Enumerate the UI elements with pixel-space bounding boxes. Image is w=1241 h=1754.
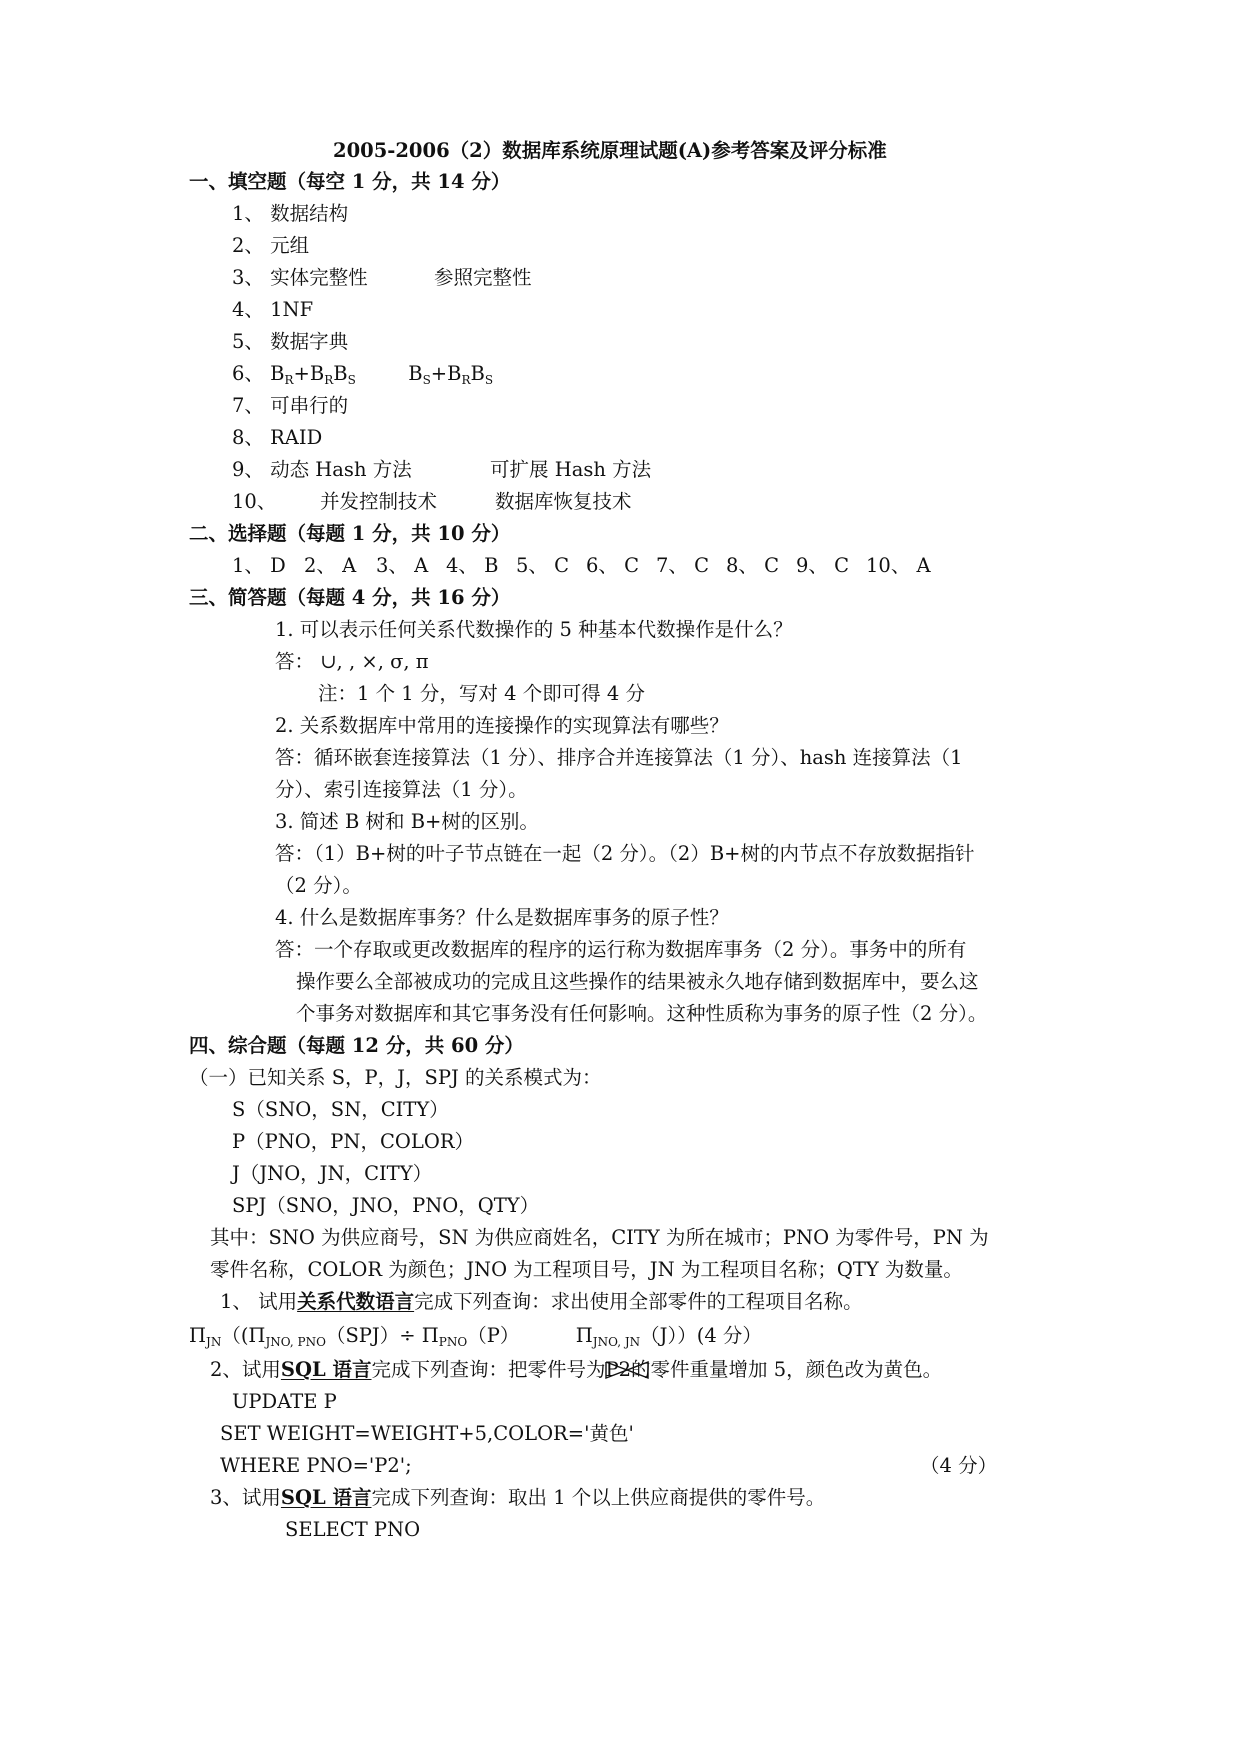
answer-3-4-line3: 个事务对数据库和其它事务没有任何影响。这种性质称为事务的原子性（2 分）。: [296, 1002, 988, 1025]
choice-answer: 2、 A: [304, 554, 357, 577]
section-heading-choice: 二、选择题（每题 1 分，共 10 分）: [189, 522, 511, 545]
answer-fill-3a: 3、 实体完整性: [232, 266, 368, 289]
question-4-2-prefix: 2、试用: [210, 1358, 281, 1381]
question-3-4: 4. 什么是数据库事务？什么是数据库事务的原子性？: [275, 906, 729, 929]
answer-fill-10a: 并发控制技术: [320, 490, 438, 513]
choice-answer: 5、 C: [516, 554, 570, 577]
relational-algebra-answer: $\Pi_{JN}((\Pi_{JNO, PNO}(SPJ)\div \Pi_{PNO}(P)$ $\Pi_{JNO, JN}(J))(4$ 分）: [189, 1324, 762, 1349]
answer-3-1-note: 注：1 个 1 分，写对 4 个即可得 4 分: [318, 682, 646, 705]
question-3-3: 3. 简述 B 树和 B+树的区别。: [275, 810, 539, 833]
schema-description-line2: 零件名称，COLOR 为颜色；JNO 为工程项目号，JN 为工程项目名称；QTY 为数量。: [210, 1258, 963, 1281]
question-4-1-text: 完成下列查询：求出使用全部零件的工程项目名称。: [414, 1290, 863, 1313]
section-heading-comprehensive: 四、综合题（每题 12 分，共 60 分）: [189, 1034, 524, 1057]
answer-fill-7: 7、 可串行的: [232, 394, 349, 417]
answer-fill-2: 2、 元组: [232, 234, 310, 257]
page-title: 2005-2006（2）数据库系统原理试题(A)参考答案及评分标准: [333, 139, 887, 162]
question-4-2-text-end: 的零件重量增加 5，颜色改为黄色。: [631, 1358, 943, 1381]
choice-answer: 7、 C: [656, 554, 710, 577]
answer-fill-10-number: 10、: [232, 490, 277, 513]
score-note: （4 分）: [920, 1454, 998, 1477]
question-3-2: 2. 关系数据库中常用的连接操作的实现算法有哪些？: [275, 714, 729, 737]
crossed-out-text: P2: [606, 1356, 632, 1384]
question-4-2-keyword: SQL 语言: [280, 1358, 372, 1381]
schema-s: S（SNO，SN，CITY）: [232, 1098, 449, 1121]
answer-3-2-line2: 分）、索引连接算法（1 分）。: [275, 778, 528, 801]
question-4-2-text: 完成下列查询：把零件号为: [371, 1358, 606, 1381]
answer-label: 答：: [275, 650, 315, 673]
question-4-1-keyword: 关系代数语言: [297, 1290, 415, 1313]
answer-3-2-line1: 答：循环嵌套连接算法（1 分）、排序合并连接算法（1 分）、hash 连接算法（1: [275, 746, 963, 769]
choice-answer: 1、 D: [232, 554, 286, 577]
question-4-3: [210, 1484, 825, 1512]
answer-3-3-line1: 答：（1）B+树的叶子节点链在一起（2 分）。（2）B+树的内节点不存放数据指针: [275, 842, 975, 865]
choice-answer: 8、 C: [726, 554, 780, 577]
answer-3-4-line2: 操作要么全部被成功的完成且这些操作的结果被永久地存储到数据库中，要么这: [296, 970, 979, 993]
choice-answer: 10、 A: [866, 554, 931, 577]
answer-fill-5: 5、 数据字典: [232, 330, 349, 353]
question-4-1-prefix: 1、 试用: [220, 1290, 298, 1313]
sql-where: WHERE PNO='P2';: [220, 1454, 412, 1477]
schema-j: J（JNO，JN，CITY）: [232, 1162, 433, 1185]
schema-p: P（PNO，PN，COLOR）: [232, 1130, 474, 1153]
question-4-1: [220, 1288, 863, 1316]
section-heading-short-answer: 三、简答题（每题 4 分，共 16 分）: [189, 586, 511, 609]
answer-3-1: [275, 648, 429, 676]
choice-answer: 6、 C: [586, 554, 640, 577]
sql-select: SELECT PNO: [285, 1518, 421, 1541]
formula-cost-a: $B_R+B_RB_S$: [270, 362, 356, 387]
question-3-1: 1. 可以表示任何关系代数操作的 5 种基本代数操作是什么？: [275, 618, 793, 641]
schema-intro: （一）已知关系 S，P，J，SPJ 的关系模式为：: [189, 1066, 602, 1089]
answer-3-4-line1: 答：一个存取或更改数据库的程序的运行称为数据库事务（2 分）。事务中的所有: [275, 938, 967, 961]
question-4-3-text: 完成下列查询：取出 1 个以上供应商提供的零件号。: [371, 1486, 826, 1509]
schema-spj: SPJ（SNO，JNO，PNO，QTY）: [232, 1194, 540, 1217]
answer-fill-6: [232, 360, 493, 388]
schema-description-line1: 其中：SNO 为供应商号，SN 为供应商姓名，CITY 为所在城市；PNO 为零件号，PN 为: [210, 1226, 989, 1249]
formula-cost-b: $B_S+B_RB_S$: [408, 362, 494, 387]
answer-fill-6-number: 6、: [232, 362, 264, 385]
question-4-2: [210, 1356, 942, 1384]
answer-fill-1: 1、 数据结构: [232, 202, 349, 225]
section-heading-fill-in: 一、填空题（每空 1 分，共 14 分）: [189, 170, 511, 193]
question-4-3-keyword: SQL 语言: [280, 1486, 372, 1509]
choice-answer: 4、 B: [446, 554, 499, 577]
choice-answer: 3、 A: [376, 554, 429, 577]
answer-fill-3b: 参照完整性: [434, 266, 532, 289]
sql-set: SET WEIGHT=WEIGHT+5,COLOR='黄色': [220, 1422, 634, 1445]
choice-answer: 9、 C: [796, 554, 850, 577]
answer-fill-4: 4、 1NF: [232, 298, 314, 321]
answer-fill-9a: 9、 动态 Hash 方法: [232, 458, 412, 481]
answer-fill-10b: 数据库恢复技术: [495, 490, 632, 513]
answer-3-3-line2: （2 分）。: [275, 874, 362, 897]
cross-out-mark: [604, 1360, 650, 1382]
answer-fill-8: 8、 RAID: [232, 426, 323, 449]
relational-operators: ∪, , ×, σ, π: [320, 650, 429, 673]
sql-update: UPDATE P: [232, 1390, 337, 1413]
question-4-3-prefix: 3、试用: [210, 1486, 281, 1509]
answer-fill-9b: 可扩展 Hash 方法: [490, 458, 652, 481]
